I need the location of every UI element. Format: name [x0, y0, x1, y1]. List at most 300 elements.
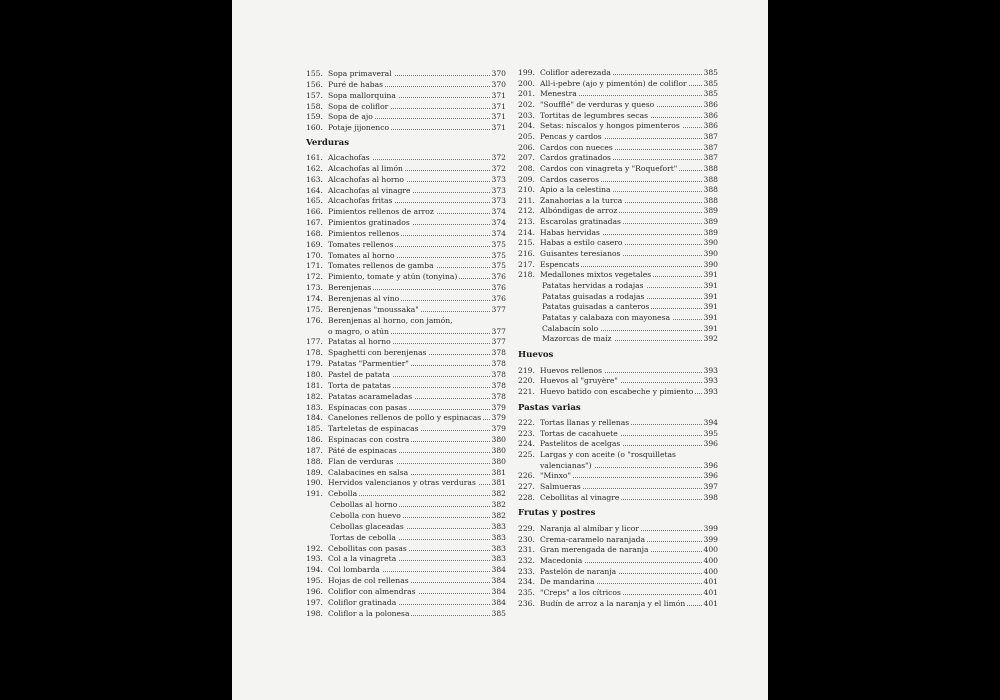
page-number: 380 [491, 456, 506, 466]
index-entry [306, 239, 506, 250]
page-number: 371 [491, 90, 506, 100]
page-number: 380 [491, 435, 506, 445]
entry-title: Tortas de cacahuete [540, 428, 618, 438]
entry-title: Coliflor aderezada [540, 68, 611, 77]
entry-title: Pimientos gratinados [328, 218, 410, 228]
index-entry [306, 174, 506, 185]
page-number: 383 [491, 521, 506, 531]
page-number: 383 [491, 554, 506, 564]
page-number: 378 [491, 359, 506, 369]
entry-title: All-i-pebre (ajo y pimentón) de coliflor [540, 78, 687, 88]
page-number: 375 [491, 239, 506, 249]
entry-number: 205. [518, 131, 535, 141]
entry-number: 193. [306, 554, 323, 564]
page-number: 399 [703, 534, 718, 544]
entry-number: 189. [306, 467, 323, 477]
index-entry [306, 293, 506, 304]
entry-number: 158. [306, 101, 323, 111]
index-entry [306, 90, 506, 101]
page-number: 379 [491, 402, 506, 412]
index-entry [518, 386, 718, 397]
entry-title: Macedonia [540, 555, 583, 565]
book-page [232, 0, 768, 700]
page-number: 376 [491, 272, 506, 282]
entry-title: Mazorcas de maíz [542, 334, 612, 344]
entry-number: 162. [306, 163, 323, 173]
entry-number: 216. [518, 249, 535, 259]
entry-number: 156. [306, 79, 323, 89]
page-number: 380 [491, 445, 506, 455]
page-number: 396 [703, 471, 718, 481]
entry-title: Calabacín solo [542, 323, 599, 333]
page-number: 383 [491, 532, 506, 542]
index-entry [518, 587, 718, 598]
page-number: 391 [703, 323, 718, 333]
page-number: 384 [491, 565, 506, 575]
entry-title: Alcachofas al vinagre [328, 185, 411, 195]
entry-title: Puré de habas [328, 79, 384, 89]
page-number: 379 [491, 413, 506, 423]
entry-title: Salmueras [540, 482, 581, 492]
index-entry [518, 248, 718, 259]
page-number: 398 [703, 492, 718, 502]
entry-number: 187. [306, 445, 323, 455]
entry-title: Largas y con aceite (o "rosquilletas [540, 450, 676, 460]
entry-number: 202. [518, 99, 535, 109]
page-number: 385 [491, 608, 506, 618]
entry-title: Hervidos valencianos y otras verduras [328, 478, 476, 488]
entry-number: 192. [306, 543, 323, 553]
page-number: 389 [703, 227, 718, 237]
entry-number: 223. [518, 428, 535, 438]
page-number: 378 [491, 391, 506, 401]
entry-title: Calabacines en salsa [328, 467, 409, 477]
entry-number: 190. [306, 478, 323, 488]
entry-number: 163. [306, 174, 323, 184]
page-number: 400 [703, 545, 718, 555]
page-number: 384 [491, 586, 506, 596]
entry-number: 183. [306, 402, 323, 412]
index-subentry [306, 521, 506, 532]
page-number: 386 [703, 121, 718, 131]
entry-number: 218. [518, 270, 535, 280]
page-number: 401 [703, 587, 718, 597]
page-number: 387 [703, 153, 718, 163]
index-entry [306, 282, 506, 293]
index-entry [518, 576, 718, 587]
entry-title: Berenjenas [328, 283, 372, 293]
entry-number: 203. [518, 110, 535, 120]
index-entry [306, 488, 506, 499]
entry-number: 234. [518, 577, 535, 587]
entry-title: Potaje jijonenco [328, 123, 390, 133]
index-entry [518, 152, 718, 163]
index-entry [518, 375, 718, 386]
entry-title: Patatas guisadas a canteros [542, 302, 650, 312]
entry-title: Huevos rellenos [540, 365, 603, 375]
page-number: 374 [491, 228, 506, 238]
page-number: 376 [491, 294, 506, 303]
entry-title: Huevos al "gruyère" [540, 376, 618, 386]
entry-number: 184. [306, 413, 323, 423]
entry-number: 188. [306, 456, 323, 466]
entry-number: 207. [518, 153, 535, 163]
entry-title: Patatas acarameladas [328, 391, 413, 401]
index-entry [518, 598, 718, 609]
entry-title: Flan de verduras [328, 456, 394, 466]
page-number: 384 [491, 597, 506, 607]
entry-title: Hojas de col rellenas [328, 576, 409, 586]
page-number: 371 [491, 101, 506, 111]
section-heading: Huevos [518, 349, 554, 360]
index-entry [306, 575, 506, 586]
page-number: 375 [491, 250, 506, 260]
index-entry [518, 67, 718, 78]
page-number: 378 [491, 348, 506, 358]
entry-number: 175. [306, 304, 323, 314]
index-entry [306, 163, 506, 174]
index-entry [306, 597, 506, 608]
entry-title: Alcachofas fritas [328, 196, 393, 206]
page-number: 371 [491, 112, 506, 122]
entry-title: Berenjenas al horno, con jamón, [328, 315, 453, 325]
page-number: 396 [703, 460, 718, 470]
entry-title: Cardos gratinados [540, 153, 611, 163]
index-entry [518, 163, 718, 174]
entry-number: 164. [306, 185, 323, 195]
page-number: 387 [703, 142, 718, 152]
page-number: 389 [703, 217, 718, 227]
entry-number: 167. [306, 218, 323, 228]
page-number: 383 [491, 543, 506, 553]
page-number: 377 [491, 304, 506, 314]
entry-title: Coliflor con almendras [328, 586, 416, 596]
entry-title: Pastel de patata [328, 369, 390, 379]
page-number: 385 [703, 68, 718, 77]
entry-title: Patatas hervidas a rodajas [542, 281, 644, 290]
entry-number: 161. [306, 152, 323, 162]
entry-number: 227. [518, 482, 535, 492]
entry-title: Espencats [540, 259, 580, 269]
page-number: 392 [703, 334, 718, 344]
index-entry [518, 269, 718, 280]
entry-number: 155. [306, 69, 323, 78]
index-entry [306, 402, 506, 413]
entry-title: Zanahorias a la turca [540, 195, 623, 205]
entry-number: 160. [306, 123, 323, 133]
index-subentry [518, 323, 718, 334]
index-entry [518, 544, 718, 555]
entry-title: Pencas y cardos [540, 131, 602, 141]
index-entry [518, 259, 718, 270]
page-number: 401 [703, 598, 718, 608]
entry-title: Cebolla con huevo [330, 511, 401, 520]
entry-title: Cardos con nueces [540, 142, 613, 152]
page-number: 385 [703, 78, 718, 88]
entry-title: Tomates rellenos [328, 239, 394, 249]
index-entry [306, 111, 506, 122]
entry-title: Medallones mixtos vegetales [540, 270, 652, 280]
index-entry [306, 101, 506, 112]
entry-number: 208. [518, 163, 535, 173]
index-subentry [518, 333, 718, 344]
entry-number: 186. [306, 435, 323, 445]
entry-number: 179. [306, 359, 323, 369]
index-entry [518, 449, 718, 460]
index-subentry [518, 291, 718, 302]
page-number: 393 [703, 365, 718, 375]
entry-title: Albóndigas de arroz [540, 206, 618, 216]
index-entry [518, 438, 718, 449]
entry-title: Cebollitas al vinagre [540, 492, 620, 502]
index-entry [518, 205, 718, 216]
index-entry [518, 555, 718, 566]
page-number: 370 [491, 69, 506, 78]
index-entry [306, 543, 506, 554]
index-entry [306, 347, 506, 358]
index-entry [306, 456, 506, 467]
entry-title: Setas: níscalos y hongos pimenteros [540, 121, 680, 131]
page-number: 397 [703, 482, 718, 492]
page-number: 396 [703, 439, 718, 449]
entry-number: 206. [518, 142, 535, 152]
index-entry [306, 122, 506, 133]
entry-number: 178. [306, 348, 323, 358]
entry-number: 230. [518, 534, 535, 544]
index-entry [306, 315, 506, 326]
entry-title: valencianas") [540, 460, 592, 470]
entry-title: Páté de espinacas [328, 445, 397, 455]
entry-number: 236. [518, 598, 535, 608]
entry-number: 233. [518, 566, 535, 576]
page-number: 400 [703, 555, 718, 565]
page-number: 382 [491, 500, 506, 510]
index-entry [306, 445, 506, 456]
entry-number: 174. [306, 294, 323, 303]
page-number: 384 [491, 576, 506, 586]
index-subentry [306, 510, 506, 521]
index-entry [518, 99, 718, 110]
index-entry [518, 88, 718, 99]
page-number: 390 [703, 259, 718, 269]
entry-title: Escarolas gratinadas [540, 217, 621, 227]
entry-title: "Soufflé" de verduras y queso [540, 99, 655, 109]
entry-number: 225. [518, 450, 535, 460]
entry-number: 212. [518, 206, 535, 216]
index-entry [518, 470, 718, 481]
entry-number: 209. [518, 174, 535, 184]
index-entry [306, 423, 506, 434]
entry-title: Pimiento, tomate y atún (tonyina) [328, 272, 458, 282]
entry-title: Patatas al horno [328, 337, 391, 347]
entry-title: Berenjenas al vino [328, 294, 400, 303]
index-entry [518, 78, 718, 89]
entry-number: 194. [306, 565, 323, 575]
index-entry [518, 120, 718, 131]
entry-number: 219. [518, 365, 535, 375]
page-number: 391 [703, 312, 718, 322]
entry-number: 224. [518, 439, 535, 449]
entry-number: 185. [306, 424, 323, 434]
page-number: 379 [491, 424, 506, 434]
entry-number: 228. [518, 492, 535, 502]
entry-number: 170. [306, 250, 323, 260]
entry-title: Tortitas de legumbres secas [540, 110, 649, 120]
index-entry [518, 481, 718, 492]
entry-title: Guisantes teresianos [540, 249, 621, 259]
entry-title: Habas hervidas [540, 227, 600, 237]
entry-number: 157. [306, 90, 323, 100]
page-number: 382 [491, 511, 506, 520]
entry-number: 166. [306, 207, 323, 217]
entry-title: Espinacas con costra [328, 435, 410, 445]
page-number: 388 [703, 163, 718, 173]
entry-title: Pastelón de naranja [540, 566, 617, 576]
entry-number: 196. [306, 586, 323, 596]
entry-title: Apio a la celestina [540, 185, 611, 195]
index-entry [518, 428, 718, 439]
index-entry [518, 195, 718, 206]
index-entry [518, 365, 718, 376]
index-entry [306, 412, 506, 423]
index-entry [518, 534, 718, 545]
entry-number: 198. [306, 608, 323, 618]
index-entry [306, 152, 506, 163]
entry-number: 213. [518, 217, 535, 227]
entry-number: 226. [518, 471, 535, 481]
page-number: 376 [491, 283, 506, 293]
section-heading: Frutas y postres [518, 508, 596, 519]
entry-title: Pimientos rellenos de arroz [328, 207, 434, 217]
page-number: 388 [703, 195, 718, 205]
entry-title: Torta de patatas [328, 380, 391, 390]
page-number: 373 [491, 185, 506, 195]
index-entry [306, 79, 506, 90]
index-entry [306, 564, 506, 575]
entry-title: Sopa de ajo [328, 112, 373, 122]
entry-number: 165. [306, 196, 323, 206]
entry-title: Coliflor gratinada [328, 597, 397, 607]
entry-title: Col a la vinagreta [328, 554, 397, 564]
entry-number: 229. [518, 524, 535, 533]
entry-title: Alcachofas al limón [328, 163, 403, 173]
entry-title: Cebolla [328, 489, 358, 499]
page-number: 381 [491, 467, 506, 477]
index-entry [306, 228, 506, 239]
index-entry [518, 460, 718, 471]
entry-number: 215. [518, 238, 535, 248]
entry-title: Canelones rellenos de pollo y espinacas [328, 413, 482, 423]
entry-number: 173. [306, 283, 323, 293]
entry-number: 221. [518, 386, 535, 396]
page-number: 375 [491, 261, 506, 271]
entry-number: 220. [518, 376, 535, 386]
entry-title: Patatas guisadas a rodajas [542, 291, 645, 301]
entry-number: 176. [306, 315, 323, 325]
entry-title: Coliflor a la polonesa [328, 608, 410, 618]
page-number: 387 [703, 131, 718, 141]
page-number: 386 [703, 99, 718, 109]
entry-title: o magro, o atún [328, 326, 389, 336]
index-entry [306, 206, 506, 217]
index-entry [306, 250, 506, 261]
entry-number: 197. [306, 597, 323, 607]
entry-title: Patatas "Parmentier" [328, 359, 409, 369]
index-subentry [518, 301, 718, 312]
entry-number: 168. [306, 228, 323, 238]
entry-number: 204. [518, 121, 535, 131]
entry-title: Huevo batido con escabeche y pimiento [540, 386, 694, 396]
entry-title: Menestra [540, 89, 577, 99]
entry-title: Sopa de coliflor [328, 101, 389, 111]
index-entry [306, 553, 506, 564]
index-entry [306, 195, 506, 206]
entry-number: 181. [306, 380, 323, 390]
entry-number: 199. [518, 68, 535, 77]
index-entry [306, 336, 506, 347]
index-entry [306, 68, 506, 79]
entry-number: 177. [306, 337, 323, 347]
index-entry [306, 477, 506, 488]
page-number: 391 [703, 302, 718, 312]
index-entry [306, 326, 506, 337]
section-heading: Verduras [306, 138, 350, 149]
index-entry [306, 391, 506, 402]
entry-number: 231. [518, 545, 535, 555]
page-number: 382 [491, 489, 506, 499]
page-number: 372 [491, 163, 506, 173]
entry-title: Gran merengada de naranja [540, 545, 649, 555]
page-number: 399 [703, 524, 718, 533]
page-number: 378 [491, 380, 506, 390]
page-number: 390 [703, 238, 718, 248]
entry-title: Budín de arroz a la naranja y el limón [540, 598, 686, 608]
entry-number: 214. [518, 227, 535, 237]
entry-title: Spaghetti con berenjenas [328, 348, 427, 358]
index-entry [306, 608, 506, 619]
entry-title: Cebollas glaceadas [330, 521, 404, 531]
entry-title: Pastelitos de acelgas [540, 439, 621, 449]
index-subentry [306, 499, 506, 510]
section-heading: Pastas varias [518, 402, 581, 413]
page-number: 389 [703, 206, 718, 216]
entry-title: De mandarina [540, 577, 595, 587]
page-number: 388 [703, 185, 718, 195]
page-number: 393 [703, 386, 718, 396]
entry-number: 191. [306, 489, 323, 499]
entry-number: 171. [306, 261, 323, 271]
index-entry [518, 227, 718, 238]
entry-title: Cardos con vinagreta y "Roquefort" [540, 163, 678, 173]
index-entry [518, 566, 718, 577]
index-entry [518, 417, 718, 428]
entry-number: 159. [306, 112, 323, 122]
entry-title: Tortas llanas y rellenas [540, 418, 630, 428]
entry-title: Col lombarda [328, 565, 380, 575]
page-number: 377 [491, 337, 506, 347]
index-entry [306, 185, 506, 196]
entry-number: 169. [306, 239, 323, 249]
entry-title: Berenjenas "moussaka" [328, 304, 419, 314]
index-entry [518, 142, 718, 153]
entry-title: Alcachofas [328, 152, 370, 162]
entry-title: Patatas y calabaza con mayonesa [542, 312, 671, 322]
entry-number: 210. [518, 185, 535, 195]
entry-number: 201. [518, 89, 535, 99]
entry-title: Espinacas con pasas [328, 402, 408, 412]
page-number: 372 [491, 152, 506, 162]
entry-title: Tomates rellenos de gamba [328, 261, 434, 271]
